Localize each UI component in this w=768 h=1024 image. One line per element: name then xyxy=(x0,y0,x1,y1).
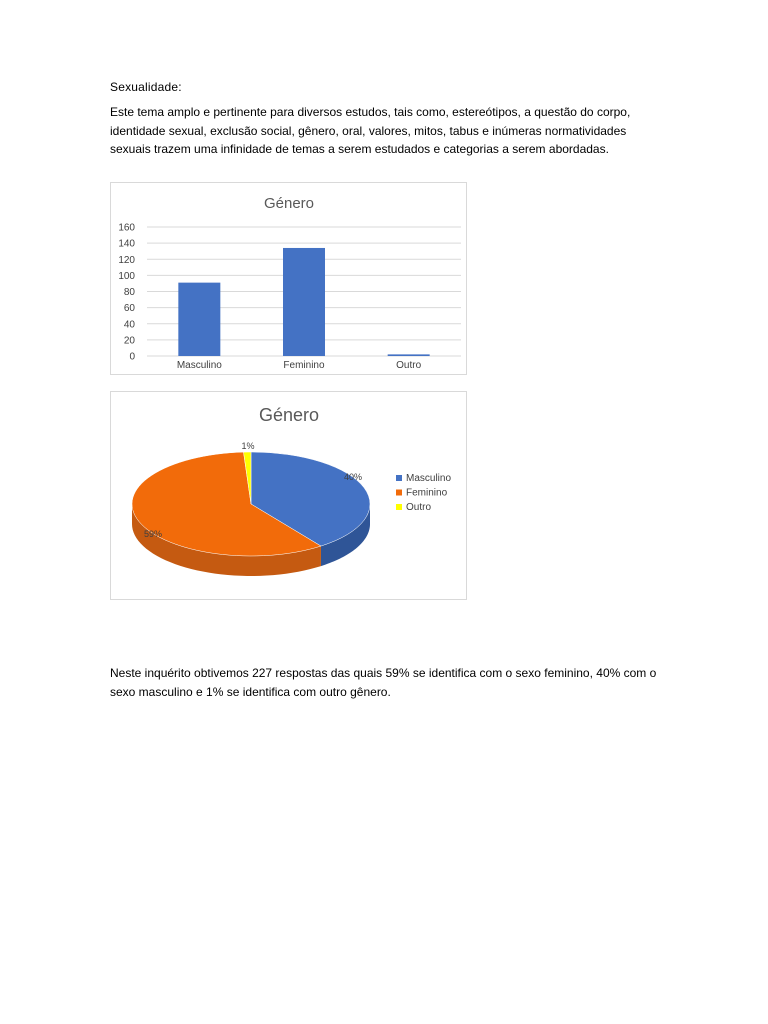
pie-chart-title: Género xyxy=(258,405,320,425)
section-heading: Sexualidade: xyxy=(110,80,182,94)
legend-label-outro: Outro xyxy=(406,502,432,513)
bar-y-tick-label: 160 xyxy=(118,222,135,234)
bar-y-tick-label: 20 xyxy=(123,335,135,347)
pie-data-label-outro: 1% xyxy=(241,441,255,451)
pie-chart-container xyxy=(110,391,467,600)
bar-feminino xyxy=(283,248,325,356)
bar-x-tick-label: Feminino xyxy=(283,360,325,371)
legend-label-feminino: Feminino xyxy=(406,487,448,499)
bar-y-tick-label: 120 xyxy=(118,254,135,266)
bar-chart xyxy=(111,183,468,376)
bar-y-tick-label: 140 xyxy=(118,238,135,250)
bar-y-tick-label: 100 xyxy=(118,270,135,282)
legend-swatch-feminino xyxy=(396,490,402,496)
bar-chart-title: Género xyxy=(263,195,315,212)
bar-outro xyxy=(388,354,430,356)
intro-paragraph: Este tema amplo e pertinente para diversos estudos, tais como, estereótipos, a questão do corpo, identidade sexual, exclusão social, gênero, oral, valores, mitos, tabus e inúmeras normatividades sexuais trazem uma infinidade de temas a serem estudados e categorias a serem abordadas. xyxy=(110,105,631,156)
legend-swatch-masculino xyxy=(396,475,402,481)
bar-masculino xyxy=(178,283,220,356)
bar-x-tick-label: Outro xyxy=(396,360,422,371)
bar-y-tick-label: 40 xyxy=(123,319,135,331)
bar-y-tick-label: 0 xyxy=(129,351,135,363)
bar-y-tick-label: 80 xyxy=(123,287,135,298)
conclusion-paragraph: Neste inquérito obtivemos 227 respostas das quais 59% se identifica com o sexo feminino, 40% com o sexo masculino e 1% se identifica com outro gênero. xyxy=(110,666,657,699)
pie-data-label-masculino: 40% xyxy=(343,472,363,482)
legend-swatch-outro xyxy=(396,504,402,510)
pie-chart xyxy=(111,392,468,601)
bar-y-tick-label: 60 xyxy=(123,303,135,315)
bar-x-tick-label: Masculino xyxy=(176,360,222,371)
bar-chart-container xyxy=(110,182,467,375)
legend-label-masculino: Masculino xyxy=(406,473,452,484)
pie-data-label-feminino: 59% xyxy=(143,529,163,539)
